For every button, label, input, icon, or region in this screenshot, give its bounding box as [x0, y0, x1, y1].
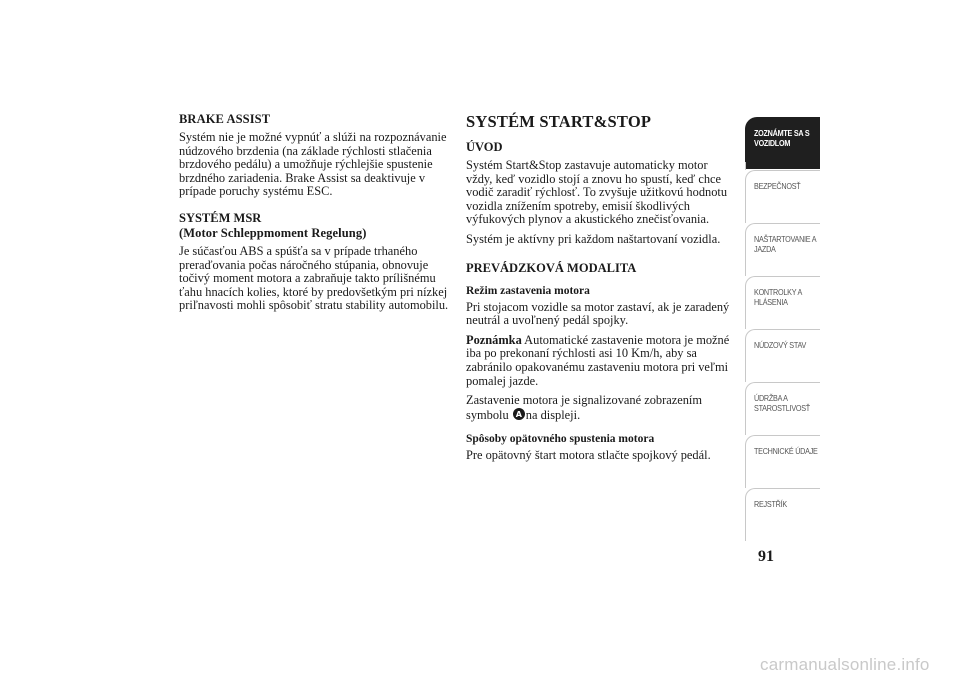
- msr-text: Je súčasťou ABS a spúšťa sa v prípade trhaného preraďovania počas náročného stúpania, obnovuje točivý moment motora a zabraňuje takto prílišnému ťahu hnacích kolies, ktoré by predovšetkým pri nízkej priľnavosti mohli spôsobiť stratu stability automobilu.: [179, 243, 449, 313]
- signal-text-after: na displeji.: [525, 407, 581, 422]
- chapter-tabs: [745, 117, 820, 541]
- tab-label: REJSTŘÍK: [754, 499, 787, 509]
- start-stop-heading: SYSTÉM START&STOP: [466, 112, 652, 131]
- intro-heading: ÚVOD: [466, 140, 503, 154]
- tab-maintenance[interactable]: [745, 382, 820, 434]
- tab-label: ZOZNÁMTE SA S VOZIDLOM: [754, 128, 810, 148]
- tab-vehicle[interactable]: [745, 117, 820, 169]
- tab-label: KONTROLKY A HLÁSENIA: [754, 287, 802, 307]
- engine-stop-text: Pri stojacom vozidle sa motor zastaví, ak je zaradený neutrál a uvoľnený pedál spojky.: [466, 299, 730, 328]
- tab-emergency[interactable]: [745, 329, 820, 381]
- page-number: 91: [758, 548, 774, 565]
- tab-driving[interactable]: [745, 223, 820, 275]
- note-paragraph: [466, 334, 734, 388]
- brake-assist-heading: BRAKE ASSIST: [179, 112, 271, 126]
- engine-stop-heading: Režim zastavenia motora: [466, 284, 590, 297]
- tab-label: ÚDRŽBA A STAROSTLIVOSŤ: [754, 393, 810, 413]
- intro-paragraph: Systém Start&Stop zastavuje automaticky motor vždy, keď vozidlo stojí a znovu ho spustí, keď chce vodič zaradiť rýchlosť. To zvyšuje užitkovú hodnotu vozidla znížením spotreby, emisií škodlivých výfukových plynov a akustického znečisťovania.: [466, 158, 728, 227]
- restart-heading: Spôsoby opätovného spustenia motora: [466, 433, 655, 446]
- restart-text: Pre opätovný štart motora stlačte spojkový pedál.: [466, 448, 711, 463]
- tab-label: TECHNICKÉ ÚDAJE: [754, 446, 818, 456]
- intro-active-paragraph: Systém je aktívny pri každom naštartovaní vozidla.: [466, 231, 721, 246]
- left-column: [179, 112, 451, 319]
- tab-label: NÚDZOVÝ STAV: [754, 340, 807, 350]
- signal-paragraph: [466, 394, 734, 422]
- tab-technical[interactable]: [745, 435, 820, 487]
- tab-label: NAŠTARTOVANIE A JAZDA: [754, 234, 816, 254]
- auto-stop-symbol-icon: [513, 408, 525, 420]
- tab-index[interactable]: [745, 488, 820, 540]
- msr-heading: SYSTÉM MSR: [179, 210, 262, 225]
- tab-safety[interactable]: [745, 170, 820, 222]
- right-column: [466, 112, 734, 469]
- note-text: Automatické zastavenie motora je možné iba po prekonaní rýchlosti asi 10 Km/h, aby sa zabránilo opakovanému zastaveniu motora pri veľmi pomalej jazde.: [466, 332, 730, 388]
- mode-heading: PREVÁDZKOVÁ MODALITA: [466, 260, 637, 275]
- note-label: Poznámka: [466, 332, 522, 347]
- tab-label: BEZPEČNOSŤ: [754, 181, 801, 191]
- watermark: carmanualsonline.info: [760, 655, 930, 674]
- tab-warnings[interactable]: [745, 276, 820, 328]
- msr-subheading: (Motor Schleppmoment Regelung): [179, 225, 367, 240]
- brake-assist-text: Systém nie je možné vypnúť a slúži na rozpoznávanie núdzového brzdenia (na základe rýchlosti stlačenia brzdového pedálu) a umožňuje rýchlejšie spustenie brzdného zariadenia. Brake Assist sa deaktivuje v prípade poruchy systému ESC.: [179, 130, 447, 199]
- signal-text-before: Zastavenie motora je signalizované zobrazením symbolu: [466, 393, 703, 422]
